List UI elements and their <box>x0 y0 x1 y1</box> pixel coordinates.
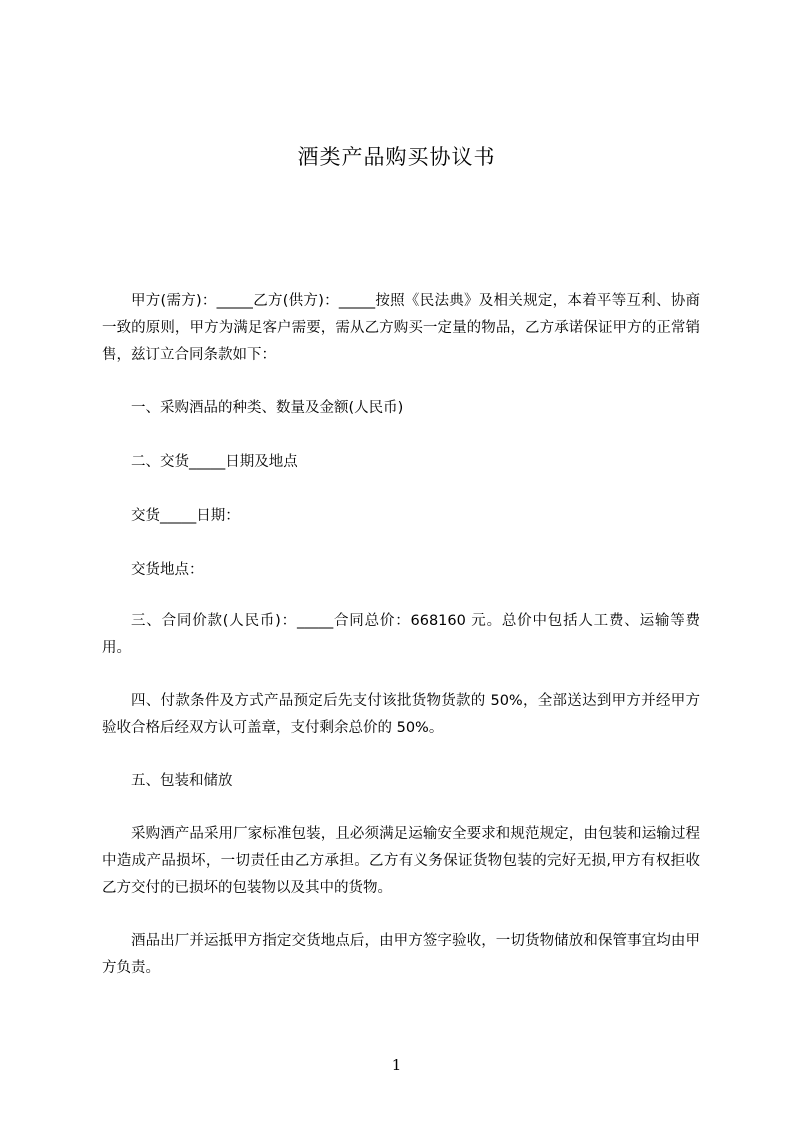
packaging-paragraph: 采购酒产品采用厂家标准包装，且必须满足运输安全要求和规范规定，由包装和运输过程中造成产品损坏，一切责任由乙方承担。乙方有义务保证货物包装的完好无损,甲方有权拒收乙方交付的已损坏的包装物以及其中的货物。 <box>102 826 700 896</box>
section-1-heading: 一、采购酒品的种类、数量及金额(人民币) <box>131 400 404 416</box>
paragraph-parties: 甲方(需方)：_____乙方(供方)：_____按照《民法典》及相关规定，本着平等互利、协商一致的原则，甲方为满足客户需要，需从乙方购买一定量的物品，乙方承诺保证甲方的正常销售，兹订立合同条款如下： <box>102 293 700 363</box>
document-title: 酒类产品购买协议书 <box>297 145 496 169</box>
section-5-heading: 五、包装和储放 <box>131 773 233 789</box>
section-3-price: 三、合同价款(人民币)：_____合同总价：668160 元。总价中包括人工费、运输等费用。 <box>102 613 700 656</box>
page-number: 1 <box>391 1056 402 1074</box>
delivery-date-line: 交货_____日期： <box>131 508 240 524</box>
delivery-location-line: 交货地点： <box>131 562 204 578</box>
section-2-heading: 二、交货_____日期及地点 <box>131 454 298 470</box>
section-4-payment: 四、付款条件及方式产品预定后先支付该批货物货款的 50%，全部送达到甲方并经甲方验收合格后经双方认可盖章，支付剩余总价的 50%。 <box>102 693 700 736</box>
storage-paragraph: 酒品出厂并运抵甲方指定交货地点后，由甲方签字验收，一切货物储放和保管事宜均由甲方负责。 <box>102 933 700 976</box>
